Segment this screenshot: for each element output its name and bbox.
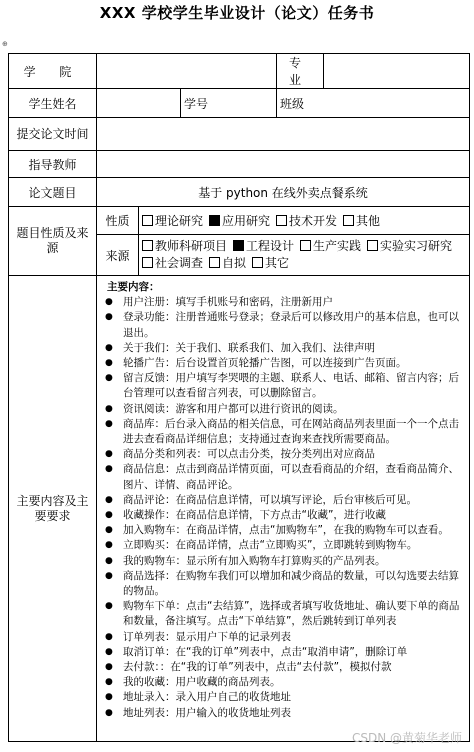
source-option-6[interactable] bbox=[252, 255, 289, 272]
row-advisor bbox=[9, 151, 470, 178]
label-major: 专 业 bbox=[277, 54, 324, 89]
content-item: ● 留言反馈：用户填写李哭喂的主题、联系人、电话、邮箱、留言内容；后台管理可以查看留言列表，可以删除留言。 bbox=[101, 371, 465, 401]
checkbox-empty-icon[interactable] bbox=[142, 240, 153, 251]
content-item: ● 取消订单：在“我的订单”列表中，点击“取消申请”，删除订单 bbox=[101, 645, 465, 660]
row-main-content bbox=[9, 276, 470, 742]
checkbox-empty-icon[interactable] bbox=[367, 240, 378, 251]
nature-option-0[interactable] bbox=[142, 212, 203, 229]
source-option-3[interactable] bbox=[367, 238, 452, 255]
content-item: ● 用户注册：填写手机账号和密码，注册新用户 bbox=[101, 295, 465, 310]
student-id-cell bbox=[181, 89, 277, 118]
label-student-name: 学生姓名 bbox=[9, 89, 97, 118]
content-item: ● 关于我们：关于我们、联系我们、加入我们、法律声明 bbox=[101, 341, 465, 356]
option-label: 教师科研项目 bbox=[155, 239, 228, 253]
source-option-1[interactable] bbox=[233, 238, 294, 255]
source-option-0[interactable] bbox=[142, 238, 227, 255]
content-item: ● 地址录入：录入用户自己的收货地址 bbox=[101, 690, 465, 705]
document-title: XXX 学校学生毕业设计（论文）任务书 bbox=[99, 4, 375, 22]
checkbox-empty-icon[interactable] bbox=[142, 257, 153, 268]
option-label: 工程设计 bbox=[246, 239, 295, 253]
option-label: 理论研究 bbox=[155, 214, 204, 228]
option-label: 实验实习研究 bbox=[380, 239, 453, 253]
content-item: ● 商品选择：在购物车我们可以增加和减少商品的数量，可以勾选要去结算的物品。 bbox=[101, 569, 465, 599]
source-option-4[interactable] bbox=[142, 255, 203, 272]
checkbox-empty-icon[interactable] bbox=[209, 257, 220, 268]
label-main-content: 主要内容及主要要求 bbox=[9, 276, 97, 742]
label-submit-date: 提交论文时间 bbox=[9, 118, 97, 151]
main-content-cell bbox=[97, 276, 470, 742]
content-item: ● 商品信息：点击到商品详情页面，可以查看商品的介绍，查看商品简介、图片、详情、商品评论。 bbox=[101, 462, 465, 492]
option-label: 其他 bbox=[356, 214, 381, 228]
label-advisor: 指导教师 bbox=[9, 151, 97, 178]
checkbox-empty-icon[interactable] bbox=[300, 240, 311, 251]
label-nature-source: 题目性质及来源 bbox=[9, 207, 97, 276]
content-heading: 主要内容： bbox=[107, 281, 160, 293]
nature-option-3[interactable] bbox=[343, 212, 380, 229]
content-item: ● 商品库：后台录入商品的相关信息，可在网站商品列表里面一个一个点击进去查看商品详细信息；支持通过查询来查找所需要商品。 bbox=[101, 417, 465, 447]
source-options bbox=[139, 235, 470, 276]
option-label: 应用研究 bbox=[222, 214, 271, 228]
checkbox-checked-icon[interactable] bbox=[233, 240, 244, 251]
nature-option-1[interactable] bbox=[209, 212, 270, 229]
value-college[interactable] bbox=[97, 54, 277, 89]
content-item: ● 购物车下单：点击“去结算”，选择或者填写收货地址、确认要下单的商品和数量，备注填写。点击“下单结算”，然后跳转到订单列表 bbox=[101, 599, 465, 629]
value-thesis-title[interactable]: 基于 python 在线外卖点餐系统 bbox=[97, 178, 470, 207]
label-student-id: 学号 bbox=[184, 96, 209, 111]
label-source: 来源 bbox=[97, 235, 139, 276]
label-nature: 性质 bbox=[97, 207, 139, 235]
row-submit-date bbox=[9, 118, 470, 151]
option-label: 社会调查 bbox=[155, 256, 204, 270]
checkbox-empty-icon[interactable] bbox=[142, 215, 153, 226]
content-item: ● 我的购物车：显示所有加入购物车打算购买的产品列表。 bbox=[101, 554, 465, 569]
option-label: 生产实践 bbox=[313, 239, 362, 253]
label-college: 学 院 bbox=[9, 54, 97, 89]
nature-options bbox=[139, 207, 470, 235]
content-item: ● 我的收藏：用户收藏的商品列表。 bbox=[101, 675, 465, 690]
row-student bbox=[9, 89, 470, 118]
checkbox-empty-icon[interactable] bbox=[343, 215, 354, 226]
content-item: ● 资讯阅读：游客和用户都可以进行资讯的阅读。 bbox=[101, 402, 465, 417]
source-option-2[interactable] bbox=[300, 238, 361, 255]
value-student-name[interactable] bbox=[97, 89, 181, 118]
option-label: 自拟 bbox=[222, 256, 247, 270]
content-item: ● 立即购买：在商品详情，点击“立即购买”，立即跳转到购物车。 bbox=[101, 538, 465, 553]
value-submit-date[interactable] bbox=[97, 118, 470, 151]
watermark: CSDN @黄菊华老师 bbox=[351, 731, 462, 745]
content-item: ● 地址列表：用户输入的收货地址列表 bbox=[101, 706, 465, 721]
row-college bbox=[9, 54, 470, 89]
checkbox-empty-icon[interactable] bbox=[276, 215, 287, 226]
class-cell bbox=[277, 89, 470, 118]
option-label: 技术开发 bbox=[289, 214, 338, 228]
content-list bbox=[101, 295, 465, 721]
checkbox-checked-icon[interactable] bbox=[209, 215, 220, 226]
content-item: ● 登录功能：注册普通账号登录；登录后可以修改用户的基本信息，也可以退出。 bbox=[101, 310, 465, 340]
checkbox-empty-icon[interactable] bbox=[252, 257, 263, 268]
content-item: ● 商品分类和列表：可以点击分类，按分类列出对应商品 bbox=[101, 447, 465, 462]
nature-option-2[interactable] bbox=[276, 212, 337, 229]
task-form-table bbox=[8, 53, 470, 742]
option-label: 其它 bbox=[265, 256, 290, 270]
content-item: ● 收藏操作：在商品信息详情，下方点击“收藏”，进行收藏 bbox=[101, 508, 465, 523]
content-item: ● 订单列表：显示用户下单的记录列表 bbox=[101, 630, 465, 645]
value-advisor[interactable] bbox=[97, 151, 470, 178]
content-item: ● 去付款：：在“我的订单”列表中，点击“去付款”，模拟付款 bbox=[101, 660, 465, 675]
label-class: 班级 bbox=[280, 96, 305, 111]
anchor-mark: ⊕ bbox=[2, 40, 8, 48]
row-nature bbox=[9, 207, 470, 235]
value-major[interactable] bbox=[324, 54, 470, 89]
row-thesis-title bbox=[9, 178, 470, 207]
content-item: ● 加入购物车：在商品详情，点击“加购物车”，在我的购物车可以查看。 bbox=[101, 523, 465, 538]
label-thesis-title: 论文题目 bbox=[9, 178, 97, 207]
source-option-5[interactable] bbox=[209, 255, 246, 272]
content-item: ● 商品评论：在商品信息详情，可以填写评论，后台审核后可见。 bbox=[101, 493, 465, 508]
content-item: ● 轮播广告：后台设置首页轮播广告图，可以连接到广告页面。 bbox=[101, 356, 465, 371]
